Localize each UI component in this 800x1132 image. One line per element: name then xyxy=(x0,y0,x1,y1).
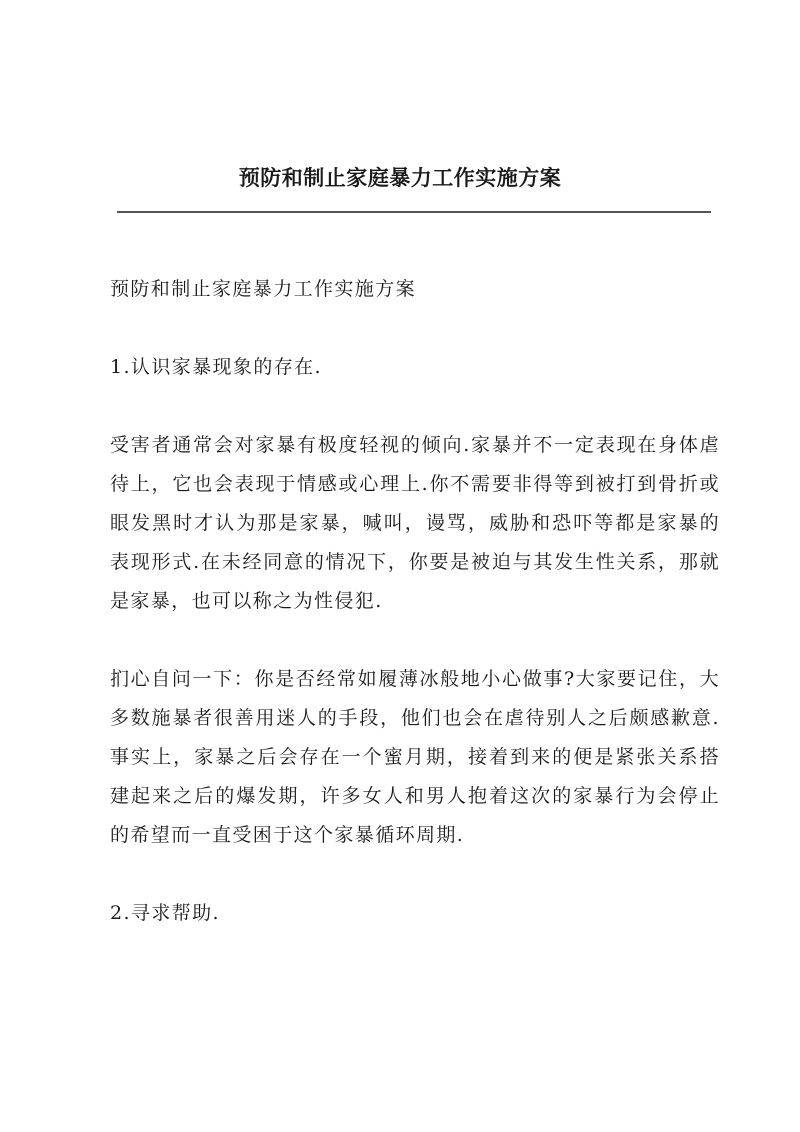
page-title: 预防和制止家庭暴力工作实施方案 xyxy=(238,165,562,190)
header-divider xyxy=(117,211,711,213)
section-heading-1: 1.认识家暴现象的存在. xyxy=(110,356,322,378)
document-body xyxy=(110,270,720,972)
paragraph-2: 扪心自问一下：你是否经常如履薄冰般地小心做事?大家要记住，大多数施暴者很善用迷人的手段，他们也会在虐待别人之后颇感歉意.事实上，家暴之后会存在一个蜜月期，接着到来的便是紧张关系搭建起来之后的爆发期，许多女人和男人抱着这次的家暴行为会停止的希望而一直受困于这个家暴循环周期. xyxy=(110,668,720,846)
document-title: 预防和制止家庭暴力工作实施方案 xyxy=(110,278,417,300)
page-header xyxy=(0,158,800,198)
paragraph-1: 受害者通常会对家暴有极度轻视的倾向.家暴并不一定表现在身体虐待上，它也会表现于情感或心理上.你不需要非得等到被打到骨折或眼发黑时才认为那是家暴，喊叫，谩骂，威胁和恐吓等都是家暴的表现形式.在未经同意的情况下，你要是被迫与其发生性关系，那就是家暴，也可以称之为性侵犯. xyxy=(110,434,720,612)
section-heading-2: 2.寻求帮助. xyxy=(110,902,220,924)
